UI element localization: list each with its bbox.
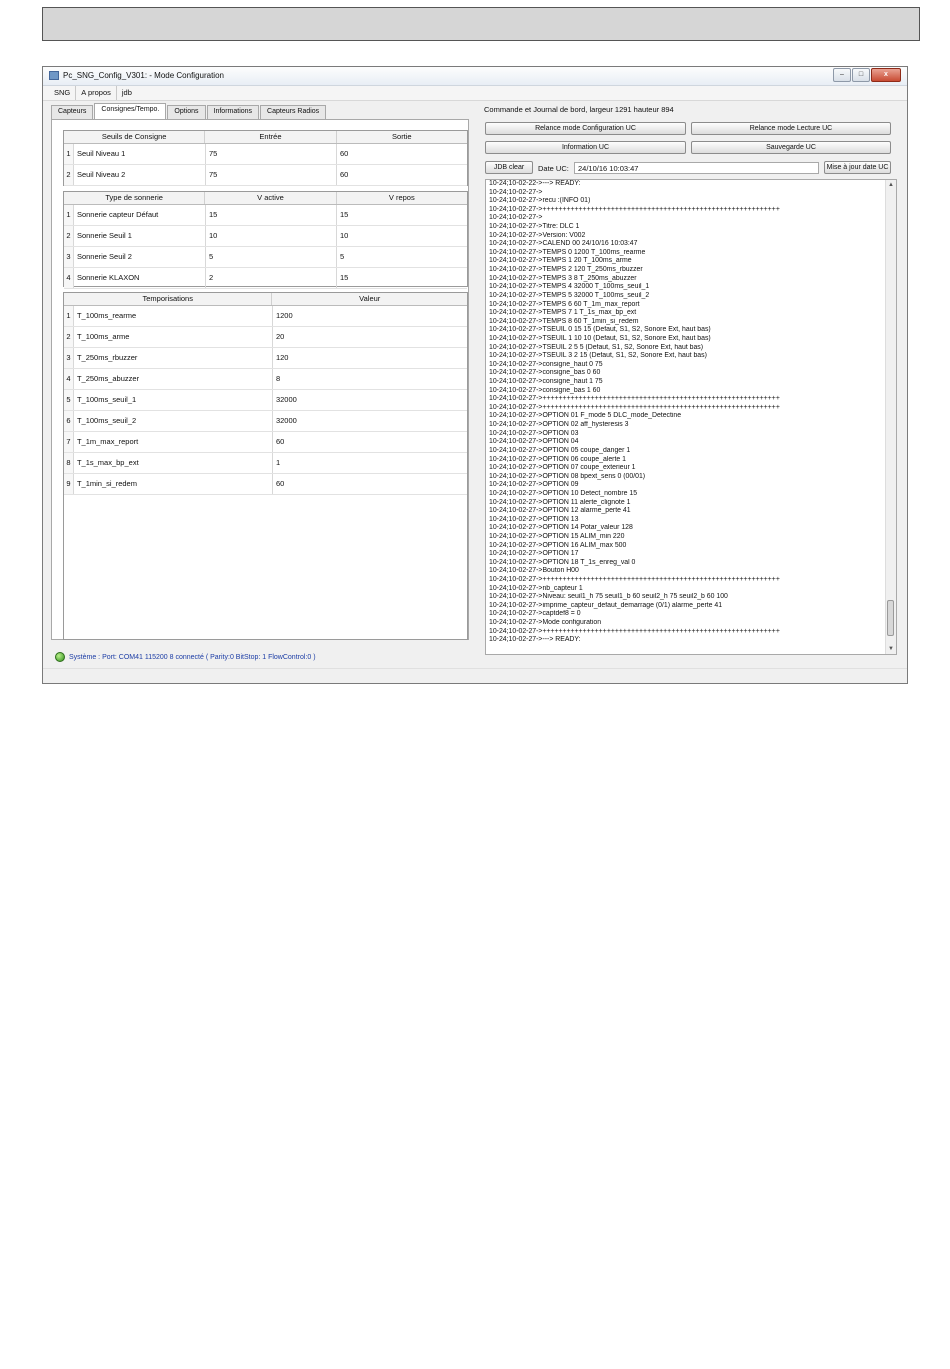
jdb-clear-button[interactable]: JDB clear [485,161,533,174]
log-line: 10-24;10-02-27->TEMPS 0 1200 T_100ms_rearme [489,248,646,256]
tempo-name-cell[interactable]: T_100ms_rearme [74,306,273,326]
scroll-thumb[interactable] [887,600,894,636]
log-line: 10-24;10-02-27->OPTION 12 alarme_perte 41 [489,507,631,515]
log-line: 10-24;10-02-27->TEMPS 5 32000 T_100ms_seuil_2 [489,291,650,299]
log-line: 10-24;10-02-27->---> READY: [489,636,581,644]
row-number: 8 [64,453,74,473]
log-line: 10-24;10-02-27->+++++++++++++++++++++++++++++++++++++++++++++++++++++++++++ [489,627,780,635]
log-line: 10-24;10-02-27->TEMPS 4 32000 T_100ms_seuil_1 [489,283,650,291]
table-header [64,131,467,144]
window-bottom-edge [43,668,907,683]
log-scrollbar[interactable] [885,180,896,654]
log-line: 10-24;10-02-27->captdef8 = 0 [489,610,581,618]
information-uc-button[interactable]: Information UC [485,141,686,154]
row-number: 2 [64,226,74,246]
sonnerie-name-cell[interactable]: Sonnerie capteur Défaut [74,205,206,225]
sonnerie-name-cell[interactable]: Sonnerie Seuil 1 [74,226,206,246]
sonnerie-repos-cell[interactable]: 15 [339,273,349,282]
log-line: 10-24;10-02-27->TSEUIL 2 5 5 (Defaut, S1, S2, Sonore Ext, haut bas) [489,343,704,351]
log-line: 10-24;10-02-27->CALEND 00 24/10/16 10:03:47 [489,240,638,248]
column-header: V repos [388,193,415,202]
log-line: 10-24;10-02-27->OPTION 01 F_mode 5 DLC_mode_Detectine [489,412,682,420]
log-line: 10-24;10-02-27->OPTION 15 ALIM_min 220 [489,532,625,540]
log-line: 10-24;10-02-27->Version: V002 [489,231,586,239]
tempo-table [63,292,468,640]
log-line: 10-24;10-02-27->TEMPS 7 1 T_1s_max_bp_ext [489,309,637,317]
table-row [64,205,467,226]
log-line: 10-24;10-02-27-> [489,214,543,222]
log-line: 10-24;10-02-27->nb_capteur 1 [489,584,583,592]
row-number: 1 [64,144,74,164]
mise-a-jour-date-button[interactable]: Mise à jour date UC [824,161,891,174]
tempo-name-cell[interactable]: T_1min_si_redem [74,474,273,494]
scroll-down-icon[interactable]: ▼ [888,646,894,652]
tempo-value-cell[interactable]: 60 [275,479,285,488]
sonnerie-name-cell[interactable]: Sonnerie KLAXON [74,268,206,288]
seuil-sortie-cell[interactable]: 60 [339,170,349,179]
seuil-entree-cell[interactable]: 75 [206,165,337,185]
scroll-up-icon[interactable]: ▲ [888,182,894,188]
table-header [64,192,467,205]
journal-log[interactable] [485,179,897,655]
log-line: 10-24;10-02-27->OPTION 02 aff_hysteresis 3 [489,421,629,429]
menu-jdb[interactable]: jdb [121,88,132,97]
tempo-name-cell[interactable]: T_100ms_seuil_1 [74,390,273,410]
log-line: 10-24;10-02-27->Niveau: seuil1_h 75 seuil1_b 60 seuil2_h 75 seuil2_b 60 100 [489,593,728,601]
table-row [64,306,467,327]
column-header: Entrée [205,131,336,143]
table-row [64,247,467,268]
log-line: 10-24;10-02-27->consigne_bas 1 60 [489,386,601,394]
row-number: 5 [64,390,74,410]
log-line: 10-24;10-02-27->OPTION 05 coupe_danger 1 [489,446,631,454]
row-number: 4 [64,268,74,288]
tempo-name-cell[interactable]: T_100ms_seuil_2 [74,411,273,431]
log-line: 10-24;10-02-27->TSEUIL 1 10 10 (Defaut, S1, S2, Sonore Ext, haut bas) [489,334,711,342]
status-bar [55,652,316,662]
column-header: Temporisations [64,293,272,305]
app-window [42,66,908,684]
row-number: 3 [64,247,74,267]
table-row [64,474,467,495]
row-number: 1 [64,306,74,326]
tempo-value-cell[interactable]: 1200 [275,311,293,320]
log-line: 10-24;10-02-27->Mode configuration [489,619,602,627]
tempo-name-cell[interactable]: T_1m_max_report [74,432,273,452]
connection-led-icon [55,652,65,662]
log-line: 10-24;10-02-27->consigne_haut 0 75 [489,360,603,368]
menu-sng[interactable]: SNG [49,86,76,100]
log-line: 10-24;10-02-22->---> READY: [489,180,581,187]
row-number: 6 [64,411,74,431]
close-button[interactable]: x [871,68,901,82]
app-icon [49,71,59,80]
tempo-value-cell[interactable]: 8 [275,374,281,383]
title-bar [43,67,907,86]
tab-capteurs-radios[interactable]: Capteurs Radios [260,105,326,119]
log-line: 10-24;10-02-27->OPTION 08 bpext_sens 0 (00/01) [489,472,646,480]
row-number: 9 [64,474,74,494]
status-text: Système : Port: COM41 115200 8 connecté ( Parity:0 BitStop: 1 FlowControl:0 ) [69,653,316,661]
seuil-name-cell[interactable]: Seuil Niveau 1 [74,144,206,164]
column-header: Valeur [359,294,381,303]
tab-content [51,119,469,640]
tempo-value-cell[interactable]: 120 [275,353,289,362]
log-line: 10-24;10-02-27->OPTION 06 coupe_alerte 1 [489,455,626,463]
table-row [64,348,467,369]
log-line: 10-24;10-02-27->+++++++++++++++++++++++++++++++++++++++++++++++++++++++++++ [489,205,780,213]
tempo-name-cell[interactable]: T_250ms_abuzzer [74,369,273,389]
log-lines [489,180,881,645]
table-row [64,327,467,348]
log-line: 10-24;10-02-27->TEMPS 1 20 T_100ms_arme [489,257,632,265]
log-line: 10-24;10-02-27->OPTION 13 [489,515,579,523]
tempo-value-cell[interactable]: 1 [275,458,281,467]
log-line: 10-24;10-02-27->Bouton H00 [489,567,579,575]
table-row [64,268,467,289]
log-line: 10-24;10-02-27->OPTION 03 [489,429,579,437]
seuil-entree-cell[interactable]: 75 [206,144,337,164]
tempo-name-cell[interactable]: T_100ms_arme [74,327,273,347]
row-number: 4 [64,369,74,389]
log-line: 10-24;10-02-27->TEMPS 8 60 T_1min_si_redem [489,317,639,325]
tempo-name-cell[interactable]: T_1s_max_bp_ext [74,453,273,473]
relance-config-button[interactable]: Relance mode Configuration UC [485,122,686,135]
log-line: 10-24;10-02-27->consigne_haut 1 75 [489,378,603,386]
sonnerie-active-cell[interactable]: 10 [206,226,337,246]
log-line: 10-24;10-02-27->OPTION 04 [489,438,579,446]
maximize-button[interactable]: □ [852,68,870,82]
tab-informations[interactable]: Informations [207,105,260,119]
log-line: 10-24;10-02-27->+++++++++++++++++++++++++++++++++++++++++++++++++++++++++++ [489,576,780,584]
tab-capteurs[interactable]: Capteurs [51,105,93,119]
log-line: 10-24;10-02-27->recu :(INFO 01) [489,197,591,205]
tempo-value-cell[interactable]: 32000 [275,416,297,425]
log-line: 10-24;10-02-27->TEMPS 6 60 T_1m_max_report [489,300,640,308]
tempo-value-cell[interactable]: 60 [275,437,285,446]
sauvegarde-uc-button[interactable]: Sauvegarde UC [691,141,891,154]
table-row [64,165,467,186]
log-line: 10-24;10-02-27->OPTION 14 Potar_valeur 128 [489,524,633,532]
log-line: 10-24;10-02-27->consigne_bas 0 60 [489,369,601,377]
tab-consignes-tempo[interactable]: Consignes/Tempo. [94,103,166,119]
tempo-name-cell[interactable]: T_250ms_rbuzzer [74,348,273,368]
log-line: 10-24;10-02-27->imprime_capteur_defaut_demarrage (0/1) alarme_perte 41 [489,601,723,609]
sonnerie-name-cell[interactable]: Sonnerie Seuil 2 [74,247,206,267]
row-number: 7 [64,432,74,452]
tempo-value-cell[interactable]: 32000 [275,395,297,404]
tempo-value-cell[interactable]: 20 [275,332,285,341]
seuil-sortie-cell[interactable]: 60 [339,149,349,158]
log-line: 10-24;10-02-27->OPTION 07 coupe_exterieur 1 [489,464,636,472]
seuil-name-cell[interactable]: Seuil Niveau 2 [74,165,206,185]
row-number: 3 [64,348,74,368]
sonnerie-table [63,191,468,287]
table-row [64,453,467,474]
seuils-table [63,130,468,186]
row-number: 2 [64,327,74,347]
table-row [64,369,467,390]
column-header: Seuils de Consigne [64,131,205,143]
log-line: 10-24;10-02-27->OPTION 11 alerte_clignote 1 [489,498,631,506]
table-row [64,432,467,453]
tab-options[interactable]: Options [167,105,205,119]
sonnerie-repos-cell[interactable]: 5 [339,252,345,261]
log-line: 10-24;10-02-27->TSEUIL 3 2 15 (Defaut, S1, S2, Sonore Ext, haut bas) [489,352,707,360]
left-panel [51,105,469,640]
log-line: 10-24;10-02-27->OPTION 18 T_1s_enreg_val 0 [489,558,636,566]
row-number: 2 [64,165,74,185]
table-row [64,226,467,247]
window-title: Pc_SNG_Config_V301: - Mode Configuration [63,71,224,80]
minimize-button[interactable]: – [833,68,851,82]
log-line: 10-24;10-02-27-> [489,188,543,196]
column-header: V active [205,192,336,204]
tab-bar [51,105,469,119]
sonnerie-repos-cell[interactable]: 15 [339,210,349,219]
table-row [64,411,467,432]
log-line: 10-24;10-02-27->Titre: DLC 1 [489,223,580,231]
column-header: Sortie [392,132,412,141]
log-line: 10-24;10-02-27->OPTION 17 [489,550,579,558]
log-line: 10-24;10-02-27->OPTION 16 ALIM_max 500 [489,541,627,549]
sonnerie-active-cell[interactable]: 15 [206,205,337,225]
log-line: 10-24;10-02-27->+++++++++++++++++++++++++++++++++++++++++++++++++++++++++++ [489,403,780,411]
journal-title: Commande et Journal de bord, largeur 1291 hauteur 894 [484,105,674,114]
menu-a-propos[interactable]: A propos [76,86,117,100]
log-line: 10-24;10-02-27->+++++++++++++++++++++++++++++++++++++++++++++++++++++++++++ [489,395,780,403]
log-line: 10-24;10-02-27->TSEUIL 0 15 15 (Defaut, S1, S2, Sonore Ext, haut bas) [489,326,711,334]
menu-bar [43,86,907,101]
table-header [64,293,467,306]
row-number: 1 [64,205,74,225]
log-line: 10-24;10-02-27->OPTION 09 [489,481,579,489]
top-header-bar [42,7,920,41]
column-header: Type de sonnerie [64,192,205,204]
table-row [64,390,467,411]
right-panel [479,105,899,657]
date-label: Date UC: [538,164,569,173]
log-line: 10-24;10-02-27->TEMPS 3 8 T_250ms_abuzzer [489,274,637,282]
sonnerie-repos-cell[interactable]: 10 [339,231,349,240]
sonnerie-active-cell[interactable]: 2 [206,268,337,288]
log-line: 10-24;10-02-27->TEMPS 2 120 T_250ms_rbuzzer [489,266,643,274]
table-row [64,144,467,165]
date-field[interactable]: 24/10/16 10:03:47 [574,162,819,174]
log-line: 10-24;10-02-27->OPTION 10 Detect_nombre 15 [489,489,638,497]
sonnerie-active-cell[interactable]: 5 [206,247,337,267]
relance-lecture-button[interactable]: Relance mode Lecture UC [691,122,891,135]
